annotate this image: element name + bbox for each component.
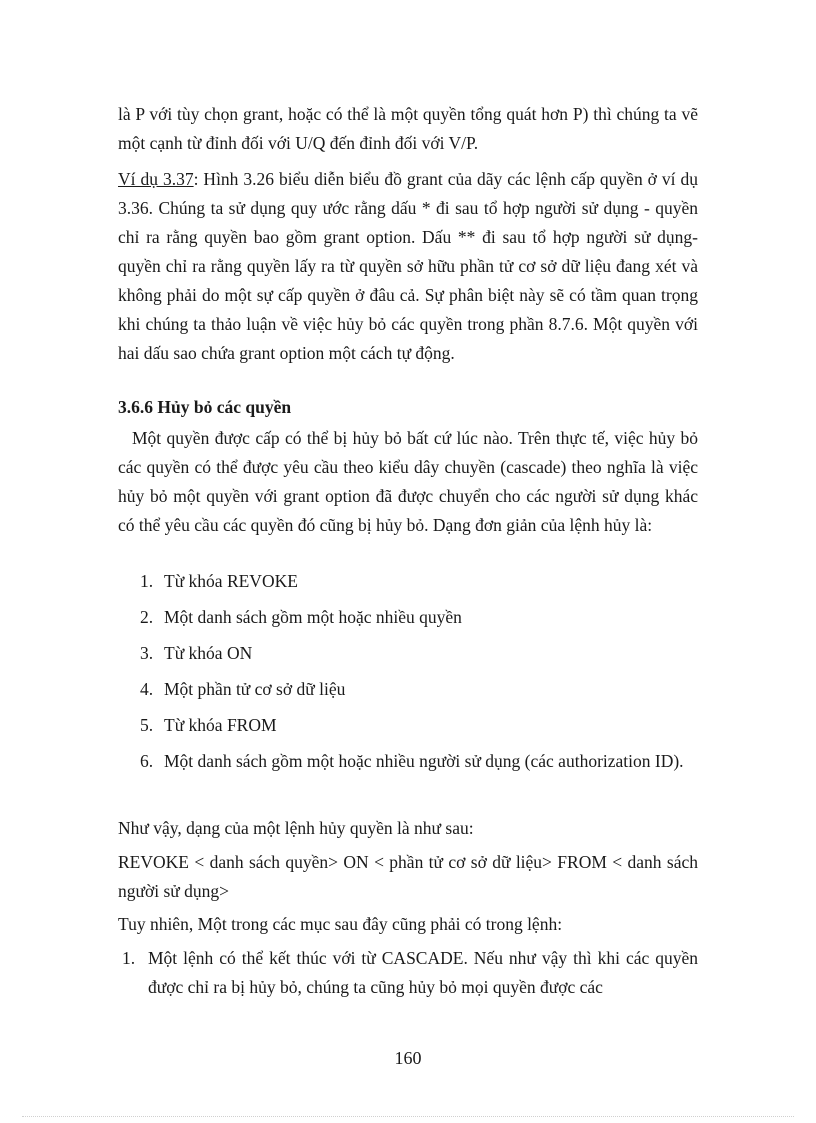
paragraph-continuation: là P với tùy chọn grant, hoặc có thể là một quyền tổng quát hơn P) thì chúng ta vẽ một cạnh từ đỉnh đối với U/Q đến đỉnh đối với V/P.: [118, 104, 698, 153]
list-item: 5. Từ khóa FROM: [140, 715, 277, 735]
list-item: 3. Từ khóa ON: [140, 643, 253, 663]
list-item: 4. Một phần tử cơ sở dữ liệu: [140, 679, 346, 699]
cascade-item: [118, 944, 698, 1002]
list-item: 1. Từ khóa REVOKE: [140, 571, 298, 591]
section-heading: 3.6.6 Hủy bỏ các quyền: [118, 397, 292, 417]
list-item: 6. Một danh sách gồm một hoặc nhiều người sử dụng (các authorization ID).: [140, 751, 684, 771]
revoke-components-list: [118, 567, 698, 783]
revoke-intro-paragraph: [118, 424, 698, 540]
example-paragraph: [118, 165, 698, 368]
form-sentence: Như vậy, dạng của một lệnh hủy quyền là như sau:: [118, 818, 474, 838]
revoke-intro-text: Một quyền được cấp có thể bị hủy bỏ bất cứ lúc nào. Trên thực tế, việc hủy bỏ các quyền có thể được yêu cầu theo kiểu dây chuyền (cascade) theo nghĩa là việc hủy bỏ một quyền với grant option đã được chuyển cho các người sử dụng khác có thể yêu cầu các quyền đó cũng bị hủy bỏ. Dạng đơn giản của lệnh hủy là:: [118, 428, 698, 535]
however-sentence: Tuy nhiên, Một trong các mục sau đây cũng phải có trong lệnh:: [118, 914, 563, 934]
list-item: 2. Một danh sách gồm một hoặc nhiều quyền: [140, 607, 462, 627]
example-text: : Hình 3.26 biểu diễn biểu đồ grant của dãy các lệnh cấp quyền ở ví dụ 3.36. Chúng ta sử dụng quy ước rằng dấu * đi sau tổ hợp người sử dụng - quyền chỉ ra rằng quyền bao gồm grant option. Dấu ** đi sau tổ hợp người sử dụng-quyền chỉ ra rằng quyền lấy ra từ quyền sở hữu phần tử cơ sở dữ liệu đang xét và không phải do một sự cấp quyền ở đâu cả. Sự phân biệt này sẽ có tầm quan trọng khi chúng ta thảo luận về việc hủy bỏ các quyền trong phần 8.7.6. Một quyền với hai dấu sao chứa grant option một cách tự động.: [118, 169, 699, 363]
page-number: 160: [394, 1048, 422, 1068]
example-label: Ví dụ 3.37: [118, 169, 194, 189]
page-bottom-divider: [22, 1116, 794, 1117]
revoke-syntax: REVOKE < danh sách quyền> ON < phần tử cơ sở dữ liệu> FROM < danh sách người sử dụng>: [118, 852, 698, 901]
cascade-item-number: 1.: [122, 948, 136, 968]
cascade-item-text: Một lệnh có thể kết thúc với từ CASCADE. Nếu như vậy thì khi các quyền được chỉ ra bị hủy bỏ, chúng ta cũng hủy bỏ mọi quyền được các: [148, 948, 698, 997]
